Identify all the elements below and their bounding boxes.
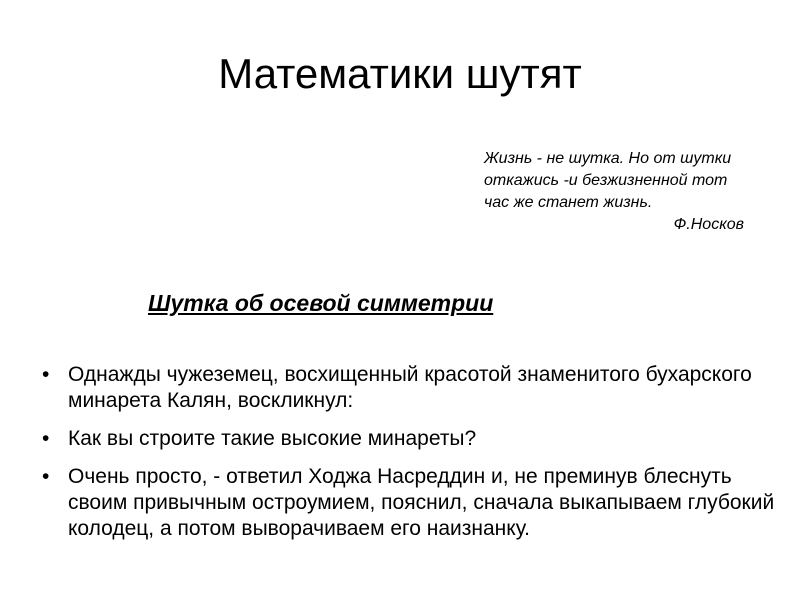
bullet-text: Как вы строите такие высокие минареты? [68, 427, 477, 450]
bullet-item [40, 362, 792, 414]
epigraph-quote: Жизнь - не шутка. Но от шутки откажись -и безжизненной тот час же станет жизнь. [484, 150, 732, 211]
epigraph [484, 148, 744, 236]
bullet-item [40, 426, 792, 452]
bullet-item [40, 464, 792, 542]
slide-title: Математики шутят [218, 50, 582, 97]
bullet-text: Однажды чужеземец, восхищенный красотой знаменитого бухарского минарета Калян, воскликнул: [68, 363, 752, 412]
bullet-dot-icon: • [42, 363, 50, 386]
bullet-dot-icon: • [42, 465, 50, 488]
joke-subtitle: Шутка об осевой симметрии [148, 290, 494, 316]
joke-bullet-list [40, 362, 792, 554]
epigraph-author: Ф.Носков [673, 216, 744, 233]
bullet-text: Очень просто, - ответил Ходжа Насреддин и, не преминув блеснуть своим привычным остроумием, пояснил, сначала выкапываем глубокий колодец, а потом выворачиваем его наизнанку. [68, 465, 775, 540]
bullet-dot-icon: • [42, 427, 50, 450]
